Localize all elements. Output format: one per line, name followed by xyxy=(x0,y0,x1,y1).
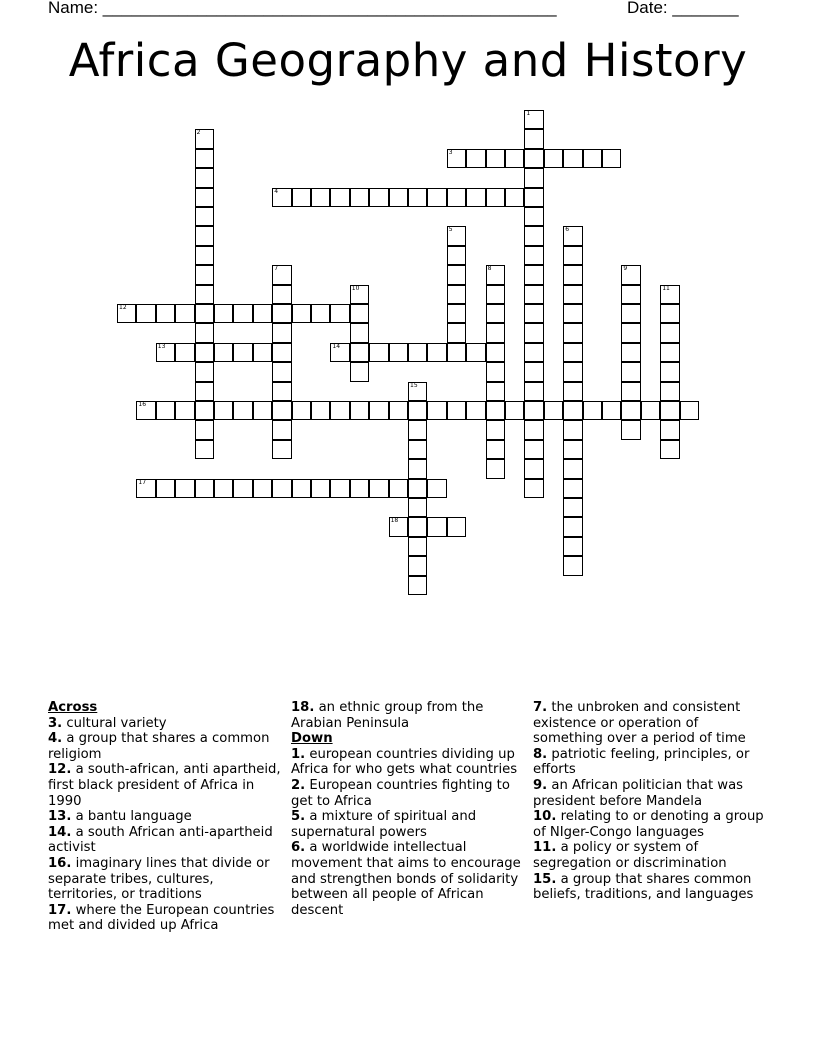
grid-cell[interactable] xyxy=(621,420,640,439)
grid-cell[interactable] xyxy=(544,401,563,420)
grid-cell[interactable] xyxy=(524,110,543,129)
grid-cell[interactable] xyxy=(292,188,311,207)
grid-cell[interactable] xyxy=(195,207,214,226)
clue-number: 15 xyxy=(410,381,418,389)
grid-cell[interactable] xyxy=(408,401,427,420)
grid-cell[interactable] xyxy=(408,517,427,536)
grid-cell[interactable] xyxy=(272,420,291,439)
grid-cell[interactable] xyxy=(117,304,136,323)
clue-number: 6 xyxy=(565,226,570,234)
grid-cell[interactable] xyxy=(195,362,214,381)
grid-cell[interactable] xyxy=(447,188,466,207)
clue-number: 2 xyxy=(196,129,201,137)
clue-across-16: 16. imaginary lines that divide or separate tribes, cultures, territories, or traditions xyxy=(48,855,270,903)
grid-cell[interactable] xyxy=(524,362,543,381)
clue-down-1: 1. european countries dividing up Africa for who gets what countries xyxy=(291,746,518,778)
grid-cell[interactable] xyxy=(311,479,330,498)
grid-cell[interactable] xyxy=(350,188,369,207)
grid-cell[interactable] xyxy=(524,285,543,304)
clue-number: 13 xyxy=(157,342,166,350)
grid-cell[interactable] xyxy=(524,168,543,187)
grid-cell[interactable] xyxy=(563,382,582,401)
grid-cell[interactable] xyxy=(563,440,582,459)
grid-cell[interactable] xyxy=(408,440,427,459)
grid-cell[interactable] xyxy=(350,479,369,498)
grid-cell[interactable] xyxy=(524,149,543,168)
clue-number: 14 xyxy=(332,342,341,350)
grid-cell[interactable] xyxy=(621,304,640,323)
grid-cell[interactable] xyxy=(233,343,252,362)
grid-cell[interactable] xyxy=(486,420,505,439)
grid-cell[interactable] xyxy=(583,401,602,420)
grid-cell[interactable] xyxy=(195,129,214,148)
name-field-label: Name: ________________________________________________ xyxy=(48,0,557,17)
grid-cell[interactable] xyxy=(350,304,369,323)
grid-cell[interactable] xyxy=(486,382,505,401)
grid-cell[interactable] xyxy=(544,149,563,168)
grid-cell[interactable] xyxy=(272,382,291,401)
grid-cell[interactable] xyxy=(524,188,543,207)
clue-across-4: 4. a group that shares a common religiom xyxy=(48,731,270,762)
grid-cell[interactable] xyxy=(389,401,408,420)
grid-cell[interactable] xyxy=(350,343,369,362)
clue-down-5: 5. a mixture of spiritual and supernatural powers xyxy=(291,809,477,840)
grid-cell[interactable] xyxy=(195,188,214,207)
grid-cell[interactable] xyxy=(563,304,582,323)
grid-cell[interactable] xyxy=(330,401,349,420)
grid-cell[interactable] xyxy=(292,479,311,498)
grid-cell[interactable] xyxy=(524,459,543,478)
grid-cell[interactable] xyxy=(621,382,640,401)
grid-cell[interactable] xyxy=(524,420,543,439)
grid-cell[interactable] xyxy=(466,188,485,207)
clues-column-2 xyxy=(291,700,529,918)
clue-down-10: 10. relating to or denoting a group of NIger-Congo languages xyxy=(533,809,764,840)
grid-cell[interactable] xyxy=(292,401,311,420)
grid-cell[interactable] xyxy=(214,304,233,323)
grid-cell[interactable] xyxy=(524,226,543,245)
date-field-label: Date: _______ xyxy=(627,0,739,17)
grid-cell[interactable] xyxy=(524,401,543,420)
grid-cell[interactable] xyxy=(427,479,446,498)
grid-cell[interactable] xyxy=(195,440,214,459)
grid-cell[interactable] xyxy=(447,226,466,245)
grid-cell[interactable] xyxy=(195,226,214,245)
grid-cell[interactable] xyxy=(330,343,349,362)
grid-cell[interactable] xyxy=(563,556,582,575)
grid-cell[interactable] xyxy=(447,149,466,168)
grid-cell[interactable] xyxy=(156,479,175,498)
clue-across-13: 13. a bantu language xyxy=(48,809,192,825)
grid-cell[interactable] xyxy=(660,323,679,342)
grid-cell[interactable] xyxy=(660,401,679,420)
clue-across-3: 3. cultural variety xyxy=(48,715,167,731)
grid-cell[interactable] xyxy=(408,479,427,498)
clue-down-9: 9. an African politician that was president before Mandela xyxy=(533,777,744,809)
grid-cell[interactable] xyxy=(195,168,214,187)
grid-cell[interactable] xyxy=(524,129,543,148)
grid-cell[interactable] xyxy=(350,362,369,381)
grid-cell[interactable] xyxy=(660,440,679,459)
grid-cell[interactable] xyxy=(486,440,505,459)
grid-cell[interactable] xyxy=(486,265,505,284)
grid-cell[interactable] xyxy=(621,343,640,362)
grid-cell[interactable] xyxy=(408,343,427,362)
grid-cell[interactable] xyxy=(195,420,214,439)
clues-column-3 xyxy=(533,700,771,903)
clue-number: 1 xyxy=(526,110,531,117)
grid-cell[interactable] xyxy=(330,479,349,498)
grid-cell[interactable] xyxy=(350,285,369,304)
grid-cell[interactable] xyxy=(195,343,214,362)
grid-cell[interactable] xyxy=(311,304,330,323)
clue-number: 9 xyxy=(623,265,628,273)
grid-cell[interactable] xyxy=(621,401,640,420)
grid-cell[interactable] xyxy=(408,576,427,595)
grid-cell[interactable] xyxy=(524,323,543,342)
grid-cell[interactable] xyxy=(136,479,155,498)
grid-cell[interactable] xyxy=(272,362,291,381)
grid-cell[interactable] xyxy=(505,188,524,207)
grid-cell[interactable] xyxy=(369,401,388,420)
grid-cell[interactable] xyxy=(486,459,505,478)
grid-cell[interactable] xyxy=(486,343,505,362)
grid-cell[interactable] xyxy=(408,498,427,517)
grid-cell[interactable] xyxy=(447,304,466,323)
grid-cell[interactable] xyxy=(389,517,408,536)
grid-cell[interactable] xyxy=(175,401,194,420)
grid-cell[interactable] xyxy=(466,149,485,168)
grid-cell[interactable] xyxy=(369,188,388,207)
grid-cell[interactable] xyxy=(486,304,505,323)
grid-cell[interactable] xyxy=(563,459,582,478)
grid-cell[interactable] xyxy=(660,420,679,439)
grid-cell[interactable] xyxy=(447,285,466,304)
grid-cell[interactable] xyxy=(660,382,679,401)
grid-cell[interactable] xyxy=(621,323,640,342)
grid-cell[interactable] xyxy=(563,149,582,168)
grid-cell[interactable] xyxy=(466,343,485,362)
grid-cell[interactable] xyxy=(330,188,349,207)
grid-cell[interactable] xyxy=(602,149,621,168)
grid-cell[interactable] xyxy=(195,323,214,342)
grid-cell[interactable] xyxy=(447,246,466,265)
grid-cell[interactable] xyxy=(524,440,543,459)
grid-cell[interactable] xyxy=(389,343,408,362)
grid-cell[interactable] xyxy=(136,401,155,420)
grid-cell[interactable] xyxy=(563,362,582,381)
grid-cell[interactable] xyxy=(427,401,446,420)
grid-cell[interactable] xyxy=(563,265,582,284)
grid-cell[interactable] xyxy=(408,188,427,207)
clue-across-12: 12. a south-african, anti apartheid, first black president of Africa in 1990 xyxy=(48,762,281,809)
grid-cell[interactable] xyxy=(524,246,543,265)
grid-cell[interactable] xyxy=(272,479,291,498)
grid-cell[interactable] xyxy=(524,343,543,362)
grid-cell[interactable] xyxy=(408,382,427,401)
clue-number: 7 xyxy=(274,265,279,273)
clue-number: 16 xyxy=(138,401,147,408)
grid-cell[interactable] xyxy=(389,479,408,498)
grid-cell[interactable] xyxy=(486,323,505,342)
grid-cell[interactable] xyxy=(292,304,311,323)
grid-cell[interactable] xyxy=(389,188,408,207)
down-heading: Down xyxy=(291,731,333,747)
grid-cell[interactable] xyxy=(466,401,485,420)
grid-cell[interactable] xyxy=(563,323,582,342)
clue-number: 18 xyxy=(390,517,399,525)
grid-cell[interactable] xyxy=(486,188,505,207)
grid-cell[interactable] xyxy=(641,401,660,420)
grid-cell[interactable] xyxy=(660,304,679,323)
grid-cell[interactable] xyxy=(447,265,466,284)
grid-cell[interactable] xyxy=(253,479,272,498)
grid-cell[interactable] xyxy=(195,304,214,323)
grid-cell[interactable] xyxy=(214,343,233,362)
clue-across-18: 18. an ethnic group from the Arabian Peninsula xyxy=(291,700,484,731)
grid-cell[interactable] xyxy=(272,401,291,420)
clue-down-6: 6. a worldwide intellectual movement that aims to encourage and strengthen bonds of solidarity between all people of African descent xyxy=(291,840,521,918)
grid-cell[interactable] xyxy=(175,479,194,498)
clue-down-11: 11. a policy or system of segregation or discrimination xyxy=(533,840,727,871)
grid-cell[interactable] xyxy=(272,304,291,323)
clue-across-17: 17. where the European countries met and divided up Africa xyxy=(48,902,275,934)
grid-cell[interactable] xyxy=(680,401,699,420)
grid-cell[interactable] xyxy=(505,401,524,420)
clues-column-1 xyxy=(48,700,286,934)
grid-cell[interactable] xyxy=(621,285,640,304)
grid-cell[interactable] xyxy=(369,343,388,362)
grid-cell[interactable] xyxy=(524,304,543,323)
clue-down-8: 8. patriotic feeling, principles, or efforts xyxy=(533,746,750,778)
grid-cell[interactable] xyxy=(350,401,369,420)
grid-cell[interactable] xyxy=(563,343,582,362)
grid-cell[interactable] xyxy=(486,149,505,168)
clue-number: 3 xyxy=(448,148,453,156)
grid-cell[interactable] xyxy=(660,285,679,304)
grid-cell[interactable] xyxy=(311,188,330,207)
grid-cell[interactable] xyxy=(486,285,505,304)
grid-cell[interactable] xyxy=(330,304,349,323)
grid-cell[interactable] xyxy=(621,362,640,381)
grid-cell[interactable] xyxy=(408,459,427,478)
grid-cell[interactable] xyxy=(447,517,466,536)
grid-cell[interactable] xyxy=(427,188,446,207)
grid-cell[interactable] xyxy=(563,517,582,536)
grid-cell[interactable] xyxy=(272,343,291,362)
grid-cell[interactable] xyxy=(272,323,291,342)
clue-number: 10 xyxy=(351,284,360,292)
grid-cell[interactable] xyxy=(195,285,214,304)
grid-cell[interactable] xyxy=(195,401,214,420)
grid-cell[interactable] xyxy=(195,149,214,168)
grid-cell[interactable] xyxy=(195,479,214,498)
grid-cell[interactable] xyxy=(311,401,330,420)
clue-number: 17 xyxy=(138,478,147,486)
clue-number: 11 xyxy=(662,284,670,292)
grid-cell[interactable] xyxy=(563,479,582,498)
grid-cell[interactable] xyxy=(253,343,272,362)
clue-down-2: 2. European countries fighting to get to Africa xyxy=(291,777,510,809)
grid-cell[interactable] xyxy=(524,382,543,401)
grid-cell[interactable] xyxy=(524,265,543,284)
grid-cell[interactable] xyxy=(660,343,679,362)
grid-cell[interactable] xyxy=(408,537,427,556)
grid-cell[interactable] xyxy=(272,265,291,284)
clue-number: 5 xyxy=(448,226,453,234)
grid-cell[interactable] xyxy=(272,440,291,459)
grid-cell[interactable] xyxy=(233,479,252,498)
grid-cell[interactable] xyxy=(408,420,427,439)
grid-cell[interactable] xyxy=(253,304,272,323)
grid-cell[interactable] xyxy=(156,401,175,420)
clue-number: 4 xyxy=(274,187,279,195)
grid-cell[interactable] xyxy=(156,343,175,362)
grid-cell[interactable] xyxy=(563,401,582,420)
grid-cell[interactable] xyxy=(427,343,446,362)
grid-cell[interactable] xyxy=(195,246,214,265)
grid-cell[interactable] xyxy=(447,323,466,342)
grid-cell[interactable] xyxy=(233,304,252,323)
grid-cell[interactable] xyxy=(369,479,388,498)
across-heading: Across xyxy=(48,700,98,715)
grid-cell[interactable] xyxy=(195,382,214,401)
grid-cell[interactable] xyxy=(408,556,427,575)
grid-cell[interactable] xyxy=(156,304,175,323)
clue-down-7: 7. the unbroken and consistent existence or operation of something over a period of time xyxy=(533,700,746,747)
grid-cell[interactable] xyxy=(447,343,466,362)
grid-cell[interactable] xyxy=(214,479,233,498)
grid-cell[interactable] xyxy=(272,188,291,207)
grid-cell[interactable] xyxy=(524,207,543,226)
grid-cell[interactable] xyxy=(175,343,194,362)
grid-cell[interactable] xyxy=(505,149,524,168)
grid-cell[interactable] xyxy=(195,265,214,284)
page-title: Africa Geography and History xyxy=(68,34,748,87)
grid-cell[interactable] xyxy=(563,420,582,439)
grid-cell[interactable] xyxy=(447,401,466,420)
grid-cell[interactable] xyxy=(563,285,582,304)
grid-cell[interactable] xyxy=(621,265,640,284)
grid-cell[interactable] xyxy=(563,537,582,556)
clue-across-14: 14. a south African anti-apartheid activist xyxy=(48,824,273,856)
grid-cell[interactable] xyxy=(486,401,505,420)
grid-cell[interactable] xyxy=(136,304,155,323)
grid-cell[interactable] xyxy=(233,401,252,420)
grid-cell[interactable] xyxy=(583,149,602,168)
grid-cell[interactable] xyxy=(175,304,194,323)
grid-cell[interactable] xyxy=(660,362,679,381)
grid-cell[interactable] xyxy=(524,479,543,498)
grid-cell[interactable] xyxy=(563,498,582,517)
grid-cell[interactable] xyxy=(214,401,233,420)
grid-cell[interactable] xyxy=(563,246,582,265)
clue-number: 12 xyxy=(119,304,127,311)
grid-cell[interactable] xyxy=(602,401,621,420)
grid-cell[interactable] xyxy=(350,323,369,342)
grid-cell[interactable] xyxy=(563,226,582,245)
grid-cell[interactable] xyxy=(427,517,446,536)
grid-cell[interactable] xyxy=(272,285,291,304)
clue-down-15: 15. a group that shares common beliefs, traditions, and languages xyxy=(533,871,754,903)
clue-number: 8 xyxy=(487,265,492,273)
grid-cell[interactable] xyxy=(253,401,272,420)
grid-cell[interactable] xyxy=(486,362,505,381)
